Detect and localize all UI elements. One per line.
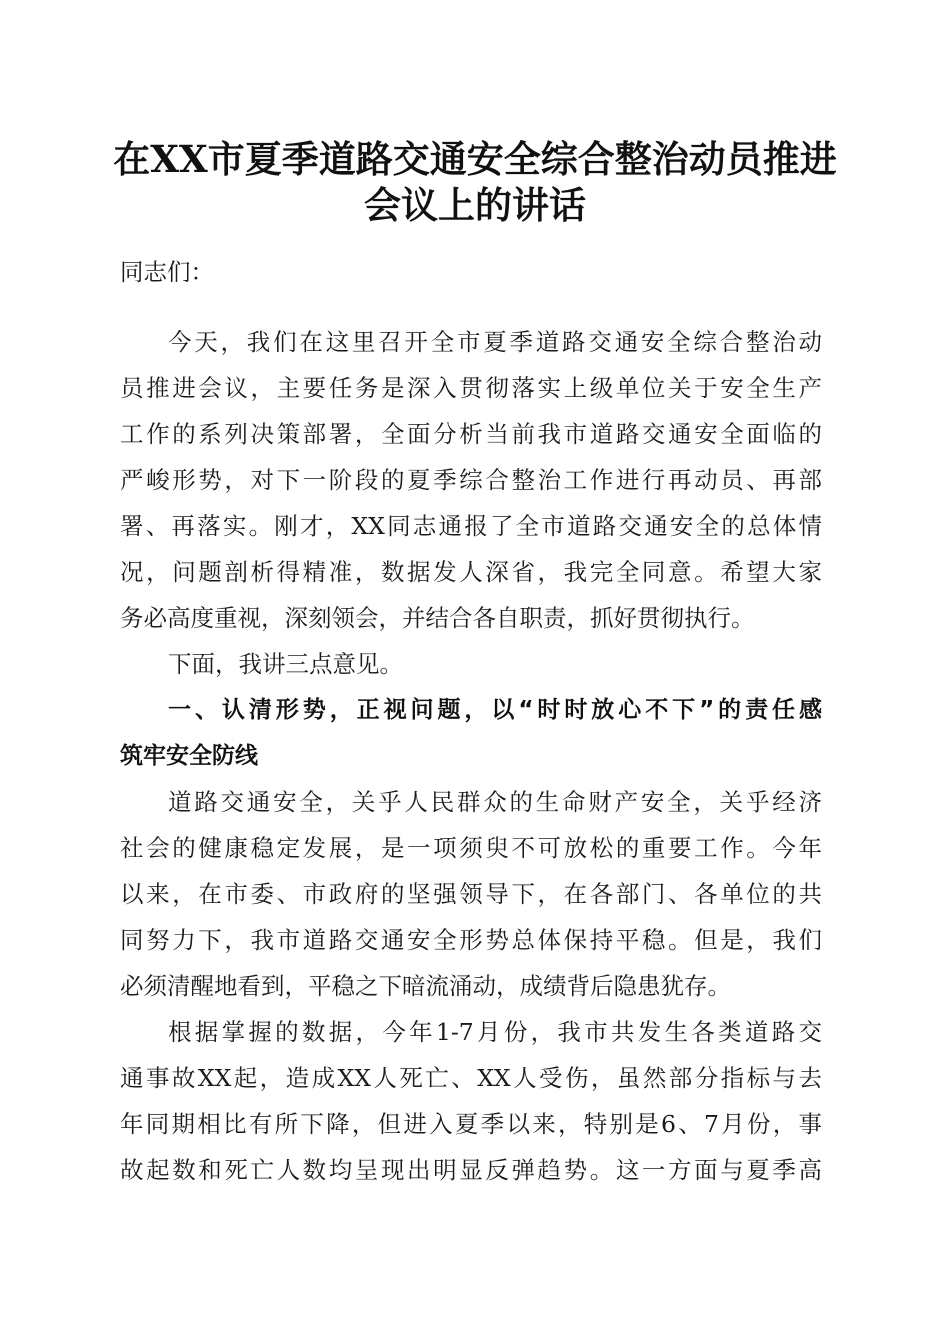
paragraph-line: 务必高度重视，深刻领会，并结合各自职责，抓好贯彻执行。	[120, 604, 755, 632]
paragraph-line: 社会的健康稳定发展，是一项须臾不可放松的重要工作。今年	[120, 834, 822, 862]
paragraph-line: 下面，我讲三点意见。	[168, 650, 403, 678]
document-title-line-1: 在XX市夏季道路交通安全综合整治动员推进	[113, 137, 837, 181]
paragraph-line: 署、再落实。刚才，XX同志通报了全市道路交通安全的总体情	[120, 512, 822, 540]
paragraph-line: 必须清醒地看到，平稳之下暗流涌动，成绩背后隐患犹存。	[120, 972, 731, 1000]
paragraph-line: 故起数和死亡人数均呈现出明显反弹趋势。这一方面与夏季高	[120, 1156, 822, 1184]
paragraph-line: 况，问题剖析得精准，数据发人深省，我完全同意。希望大家	[120, 558, 822, 586]
paragraph-line: 严峻形势，对下一阶段的夏季综合整治工作进行再动员、再部	[120, 466, 822, 494]
paragraph-line: 工作的系列决策部署，全面分析当前我市道路交通安全面临的	[120, 420, 822, 448]
paragraph-line: 以来，在市委、市政府的坚强领导下，在各部门、各单位的共	[120, 880, 822, 908]
paragraph-line: 通事故XX起，造成XX人死亡、XX人受伤，虽然部分指标与去	[120, 1064, 822, 1092]
paragraph-line: 根据掌握的数据，今年1-7月份，我市共发生各类道路交	[168, 1018, 822, 1046]
paragraph-line: 员推进会议，主要任务是深入贯彻落实上级单位关于安全生产	[120, 374, 822, 402]
paragraph-line: 今天，我们在这里召开全市夏季道路交通安全综合整治动	[168, 328, 822, 356]
paragraph-line: 同努力下，我市道路交通安全形势总体保持平稳。但是，我们	[120, 926, 822, 954]
section-heading-line: 筑牢安全防线	[120, 743, 258, 769]
paragraph-line: 年同期相比有所下降，但进入夏季以来，特别是6、7月份，事	[120, 1110, 822, 1138]
section-heading-line: 一、认清形势，正视问题，以“时时放心不下”的责任感	[168, 697, 822, 723]
paragraph-line: 道路交通安全，关乎人民群众的生命财产安全，关乎经济	[168, 788, 822, 816]
salutation: 同志们：	[120, 258, 214, 286]
document-title-line-2: 会议上的讲话	[364, 183, 586, 227]
